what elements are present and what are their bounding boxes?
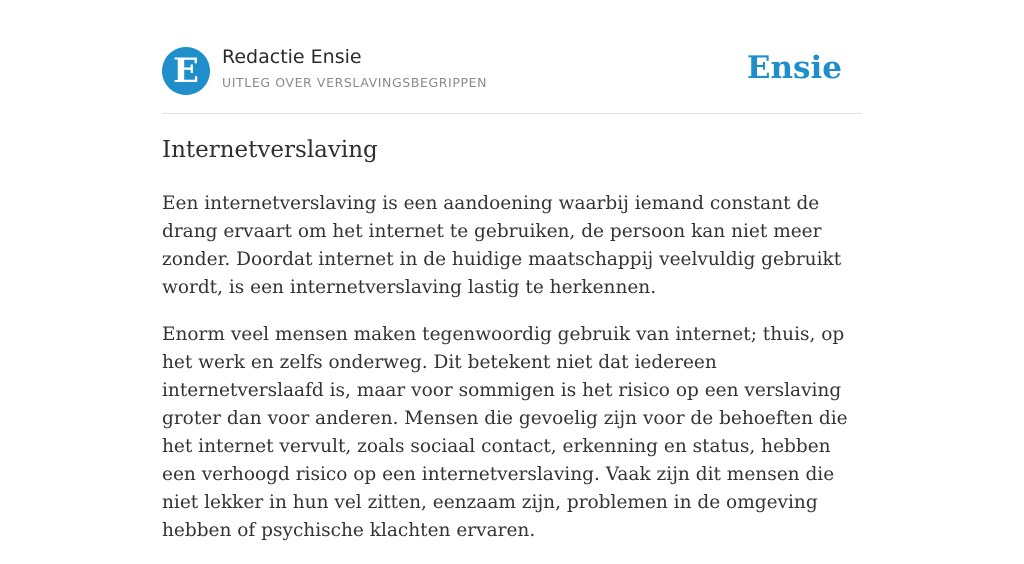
- author-avatar[interactable]: E: [162, 47, 210, 95]
- article-paragraph: Een internetverslaving is een aandoening waarbij iemand constant de drang ervaart om het internet te gebruiken, de persoon kan niet meer zonder. Doordat internet in de huidige maatschappij veelvuldig gebruikt wordt, is een internetverslaving lastig te herkennen.: [162, 193, 842, 298]
- article-paragraph: Enorm veel mensen maken tegenwoordig gebruik van internet; thuis, op het werk en zelfs onderweg. Dit betekent niet dat iedereen internetverslaafd is, maar voor sommigen is het risico op een verslaving groter dan voor anderen. Mensen die gevoelig zijn voor de behoeften die het internet vervult, zoals sociaal contact, erkenning en status, hebben een verhoogd risico op een internetverslaving. Vaak zijn dit mensen die niet lekker in hun vel zitten, eenzaam zijn, problemen in de omgeving hebben of psychische klachten ervaren.: [162, 324, 848, 541]
- author-name[interactable]: Redactie Ensie: [222, 46, 362, 68]
- article-title: Internetverslaving: [162, 137, 378, 163]
- article-card: [162, 0, 862, 541]
- brand-logo[interactable]: Ensie: [746, 50, 842, 86]
- author-subtitle: UITLEG OVER VERSLAVINGSBEGRIPPEN: [222, 75, 488, 90]
- article-header: [162, 0, 862, 114]
- article-body: [162, 190, 862, 564]
